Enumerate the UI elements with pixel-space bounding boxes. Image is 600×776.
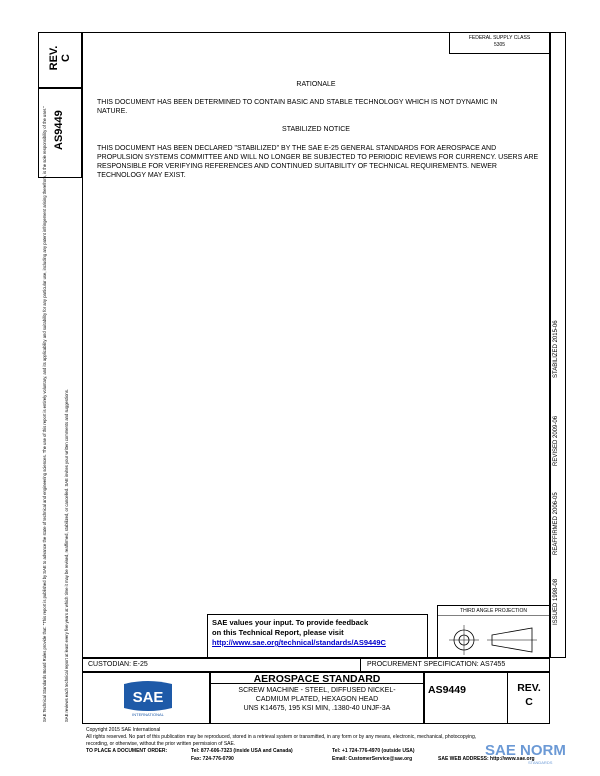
third-angle-projection-symbol [437, 615, 550, 658]
federal-supply-class-value: 5305 [493, 42, 506, 48]
tel-intl: Tel: +1 724-776-4970 (outside USA) [332, 748, 415, 754]
feedback-line1: SAE values your input. To provide feedback [212, 618, 369, 627]
fax: Fax: 724-776-0790 [191, 756, 234, 762]
doc-number-cell [424, 672, 508, 724]
procurement-spec: PROCUREMENT SPECIFICATION: AS7455 [367, 661, 506, 668]
sae-logo [120, 678, 176, 718]
stabilized-heading: STABILIZED NOTICE [282, 126, 350, 133]
sae-logo-sub: INTERNATIONAL [132, 712, 164, 717]
history-revised: REVISED 2009-06 [553, 415, 559, 466]
stabilized-text: THIS DOCUMENT HAS BEEN DECLARED "STABILIZED" BY THE SAE E-25 GENERAL STANDARDS FOR AEROSPACE AND PROPULSION SYSTEMS COMMITTEE AND WILL NO LONGER BE SUBJECTED TO PERIODIC REVIEWS FOR CURRENCY. USERS ARE RESPONSIBLE FOR VERIFYING REFERENCES AND CONTINUED SUITABILITY OF TECHNICAL REQUIREMENTS. NEWER TECHNOLOGY MAY EXIST. [97, 145, 539, 179]
email: Email: CustomerService@sae.org [332, 756, 413, 762]
standard-type: AEROSPACE STANDARD [253, 673, 381, 685]
copyright: Copyright 2015 SAE International [86, 727, 161, 733]
rev-value: C [525, 696, 533, 708]
federal-supply-class-label: FEDERAL SUPPLY CLASS [468, 35, 531, 41]
history-reaffirmed: REAFFIRMED 2006-05 [553, 492, 559, 555]
order-label: TO PLACE A DOCUMENT ORDER: [86, 748, 168, 754]
rights-line2: recording, or otherwise, without the prior written permission of SAE. [86, 741, 236, 747]
sae-logo-text: SAE [132, 689, 164, 706]
feedback-link[interactable]: http://www.sae.org/technical/standards/AS9449C [212, 638, 386, 647]
tel-us: Tel: 877-606-7323 (inside USA and Canada) [191, 748, 293, 754]
watermark-sub: STANDARDS [528, 760, 553, 765]
title-line2: CADMIUM PLATED, HEXAGON HEAD [255, 696, 379, 703]
history-issued: ISSUED 1998-08 [553, 578, 559, 625]
feedback-line2: on this Technical Report, please visit [212, 628, 344, 637]
left-disclaimer-line2: SAE reviews each technical report at least every five years at which time it may be revised, reaffirmed, stabilized, or cancelled. SAE invites your written comments and suggestions. [64, 389, 69, 722]
rationale-text: THIS DOCUMENT HAS BEEN DETERMINED TO CONTAIN BASIC AND STABLE TECHNOLOGY WHICH IS NOT DYNAMIC IN NATURE. [97, 99, 498, 115]
doc-number: AS9449 [428, 684, 466, 696]
title-line1: SCREW MACHINE - STEEL, DIFFUSED NICKEL- [238, 687, 396, 694]
rationale-heading: RATIONALE [296, 81, 336, 88]
rev-value-left: C [60, 54, 72, 62]
web-address: SAE WEB ADDRESS: http://www.sae.org [438, 756, 535, 762]
left-disclaimer-line1: SAE Technical Standards Board Rules provide that: "This report is published by SAE to advance the state of technical and engineering sciences. The use of this report is entirely voluntary, and its applicability and suitability for any particular use, including any patent infringement arising therefrom, is the sole responsibility of the user." [42, 106, 47, 722]
custodian: CUSTODIAN: E-25 [88, 661, 148, 668]
watermark-text: SAE NORM [485, 742, 566, 759]
title-line3: UNS K14675, 195 KSI MIN, .1380-40 UNJF-3A [243, 705, 391, 712]
rights-line1: All rights reserved. No part of this publication may be reproduced, stored in a retrieval system or transmitted, in any form or by any means, electronic, mechanical, photocopying, [86, 734, 477, 740]
projection-label: THIRD ANGLE PROJECTION [460, 608, 527, 614]
rev-label: REV. [517, 682, 541, 694]
history-stabilized: STABILIZED 2015-06 [553, 320, 559, 378]
doc-number-left: AS9449 [53, 110, 65, 150]
rev-label-left: REV. [48, 45, 60, 71]
